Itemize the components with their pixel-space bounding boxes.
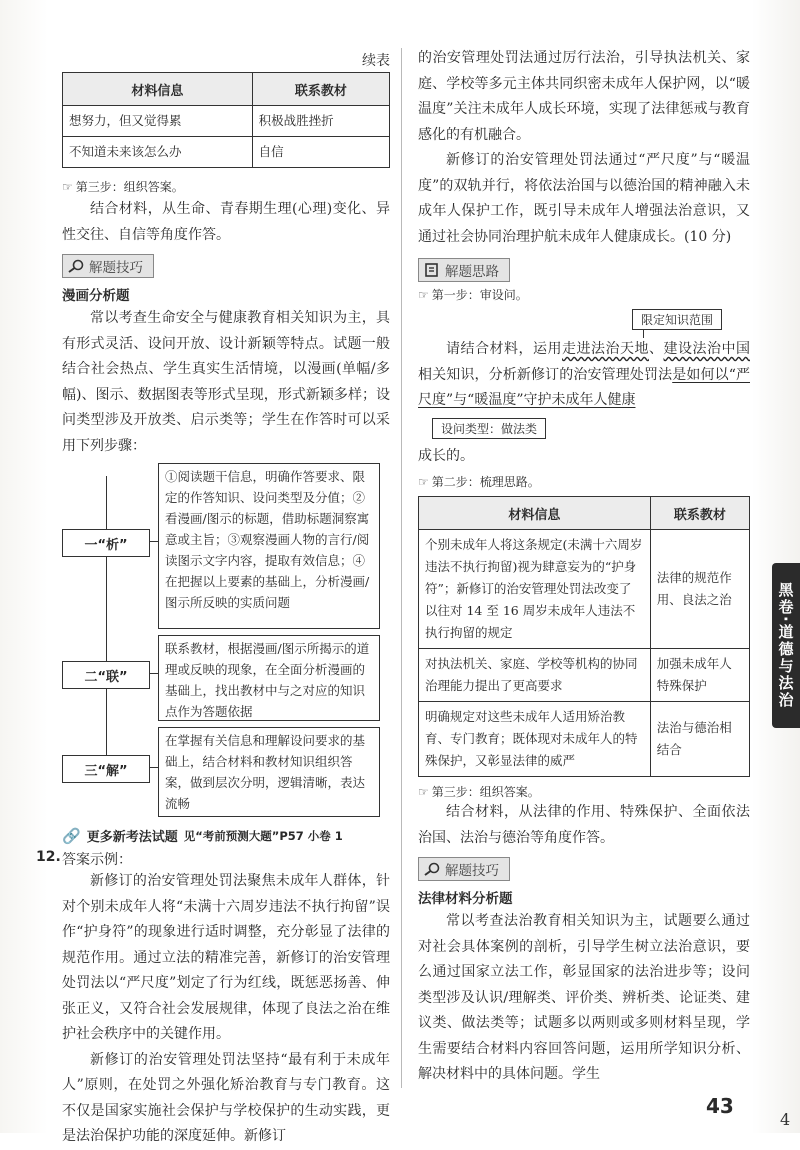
answer-paragraph: 新修订的治安管理处罚法坚持“最有利于未成年人”原则，在处罚之外强化矫治教育与专门教育。这不仅是国家实施社会保护与学校保护的生动实践，更是法治保护功能的深度延伸。新修订 <box>62 1051 390 1144</box>
page-number: 43 <box>706 1094 734 1118</box>
answer-paragraph: 的治安管理处罚法通过厉行法治，引导执法机关、家庭、学校等多元主体共同织密未成年人保护网，以“暖温度”关注未成年人成长环境，实现了法律惩戒与教育感化的有机融合。 <box>418 50 750 143</box>
callout-arrow <box>643 330 644 338</box>
question-part: 、 <box>649 341 664 357</box>
side-tab: 黑卷·道德与法治 <box>772 563 800 728</box>
table-row <box>63 137 390 168</box>
table-cell: 想努力，但又觉得累 <box>63 106 253 137</box>
flow-link <box>150 541 158 542</box>
tips-badge-wrap <box>418 857 750 881</box>
magnifier-icon <box>423 862 441 876</box>
section-subhead: 漫画分析题 <box>62 288 130 304</box>
flow-step-label: 二“联” <box>62 661 150 689</box>
question-keyword: 走进法治天地 <box>562 341 649 357</box>
table-header: 联系教材 <box>650 497 749 530</box>
question-part: 请结合材料，运用 <box>446 341 562 357</box>
left-column <box>36 0 390 1150</box>
step3-text: 结合材料，从生命、青春期生理(心理)变化、异性交往、自信等角度作答。 <box>62 201 390 243</box>
table-row <box>419 649 750 702</box>
table-row <box>419 530 750 649</box>
table-cell: 明确规定对这些未成年人适用矫治教育、专门教育；既体现对未成年人的特殊保护，又彰显法律的威严 <box>419 702 651 777</box>
callout-knowledge-scope: 限定知识范围 <box>632 309 722 330</box>
idea-badge-label: 解题思路 <box>445 264 499 280</box>
table-cell: 不知道未来该怎么办 <box>63 137 253 168</box>
step2-label-text: 第二步：梳理思路。 <box>431 475 540 489</box>
table-cell: 法治与德治相结合 <box>650 702 749 777</box>
step1-label <box>418 286 750 303</box>
cont-title-wrap <box>62 0 390 70</box>
pointing-hand-icon: ☞ <box>62 179 73 194</box>
idea-badge-wrap <box>418 258 750 282</box>
callout2-wrap <box>418 414 750 444</box>
corner-mark: 4 <box>780 1110 791 1129</box>
flow-step-box: 联系教材，根据漫画/图示所揭示的道理或反映的现象，在全面分析漫画的基础上，找出教材中与之对应的知识点作为答题依据 <box>158 635 380 721</box>
table-cell: 自信 <box>252 137 389 168</box>
more-questions-row <box>62 826 390 845</box>
step3-label <box>418 783 750 800</box>
question-lead: 答案示例： <box>62 852 132 868</box>
link-icon: 🔗 <box>62 826 81 845</box>
table-row <box>63 106 390 137</box>
pointing-hand-icon: ☞ <box>418 287 429 302</box>
table-cell: 法律的规范作用、良法之治 <box>650 530 749 649</box>
table-header: 材料信息 <box>63 73 253 106</box>
flow-step-label: 一“析” <box>62 529 150 557</box>
answer-paragraph: 新修订的治安管理处罚法聚焦未成年人群体，针对个别未成年人将“未满十六周岁违法不执行拘留”误作“护身符”的现象进行适时调整，充分彰显了法律的规范作用。通过立法的精准完善，新修订的治安管理处罚法以“严尺度”划定了行为红线，既惩恶扬善、伸张正义，又符合社会发展规律，体现了良法之治在维护社会秩序中的关键作用。 <box>62 873 390 1042</box>
magnifier-icon <box>67 259 85 273</box>
table-row <box>419 702 750 777</box>
step3-label-text: 第三步：组织答案。 <box>75 180 184 194</box>
material-table-2 <box>418 496 750 777</box>
analysis-flow-diagram <box>62 463 390 818</box>
tips-badge <box>418 857 510 881</box>
question-number: 12. <box>36 849 61 865</box>
step3-label-text: 第三步：组织答案。 <box>431 785 540 799</box>
more-questions-ref: 见“考前预测大题”P57 小卷 1 <box>183 828 343 843</box>
material-table-1 <box>62 72 390 168</box>
answer-paragraph: 新修订的治安管理处罚法通过“严尺度”与“暖温度”的双轨并行，将依法治国与以德治国的精神融入未成年人保护工作，既引导未成年人增强法治意识，又通过社会协同治理护航未成年人健康成长。(10 分) <box>418 152 750 245</box>
tips-badge-label: 解题技巧 <box>445 863 499 879</box>
question-end: 成长的。 <box>418 447 474 464</box>
right-column <box>418 46 750 1088</box>
column-divider <box>401 48 402 1088</box>
table-cell: 积极战胜挫折 <box>252 106 389 137</box>
step1-label-text: 第一步：审设问。 <box>431 288 528 302</box>
section-subhead: 法律材料分析题 <box>418 891 513 907</box>
table-header: 联系教材 <box>252 73 389 106</box>
table-cell: 加强未成年人特殊保护 <box>650 649 749 702</box>
flow-step-box: 在掌握有关信息和理解设问要求的基础上，结合材料和教材知识组织答案，做到层次分明，逻辑清晰，表达流畅 <box>158 727 380 817</box>
callout1-wrap <box>418 303 750 335</box>
question-text <box>418 337 750 414</box>
tips-badge-label: 解题技巧 <box>89 260 143 276</box>
intro-paragraph: 常以考查法治教育相关知识为主，试题要么通过对社会具体案例的剖析，引导学生树立法治意识，要么通过国家立法工作，彰显国家的法治进步等；设问类型涉及认识/理解类、评价类、辨析类、论证类、建议类、做法类等；试题多以两则或多则材料呈现，学生需要结合材料内容回答问题，运用所学知识分析、解决材料中的具体问题。学生 <box>418 913 750 1082</box>
tips-badge-wrap <box>62 254 390 278</box>
question-keyword: 是如何以“严尺度”与“暖温度”守护未成年人健康 <box>418 366 750 408</box>
flow-connector <box>106 476 107 781</box>
pointing-hand-icon: ☞ <box>418 784 429 799</box>
idea-badge <box>418 258 510 282</box>
flow-step-label: 三“解” <box>62 755 150 783</box>
notebook-icon <box>423 263 441 277</box>
continued-table-title: 续表 <box>362 53 390 69</box>
table-header: 材料信息 <box>419 497 651 530</box>
question-12-header <box>36 849 390 869</box>
flow-link <box>150 673 158 674</box>
step3-label <box>62 178 390 195</box>
question-part: 相关知识，分析新修订的治安管理处罚法 <box>418 366 673 383</box>
flow-step-box: ①阅读题干信息，明确作答要求、限定的作答知识、设问类型及分值；②看漫画/图示的标题，借助标题洞察寓意或主旨；③观察漫画人物的言行/阅读图示文字内容，提取有效信息；④在把握以上要素的基础上，分析漫画/图示所反映的实质问题 <box>158 463 380 629</box>
tips-badge <box>62 254 154 278</box>
flow-link <box>150 767 158 768</box>
question-keyword: 建设法治中国 <box>663 341 750 357</box>
table-cell: 个别未成年人将这条规定(未满十六周岁违法不执行拘留)视为肆意妄为的“护身符”；新修订的治安管理处罚法改变了以往对 14 至 16 周岁未成年人违法不执行拘留的规定 <box>419 530 651 649</box>
intro-paragraph: 常以考查生命安全与健康教育相关知识为主，具有形式灵活、设问开放、设计新颖等特点。试题一般结合社会热点、学生真实生活情境，以漫画(单幅/多幅)、图示、数据图表等形式呈现，形式新颖多样；设问类型涉及开放类、启示类等；学生在作答时可以采用下列步骤： <box>62 310 390 454</box>
more-questions-title: 更多新考法试题 <box>86 830 178 845</box>
step3-text: 结合材料，从法律的作用、特殊保护、全面依法治国、法治与德治等角度作答。 <box>418 804 750 846</box>
pointing-hand-icon: ☞ <box>418 474 429 489</box>
callout-question-type: 设问类型：做法类 <box>432 418 546 439</box>
step2-label <box>418 473 750 490</box>
table-cell: 对执法机关、家庭、学校等机构的协同治理能力提出了更高要求 <box>419 649 651 702</box>
